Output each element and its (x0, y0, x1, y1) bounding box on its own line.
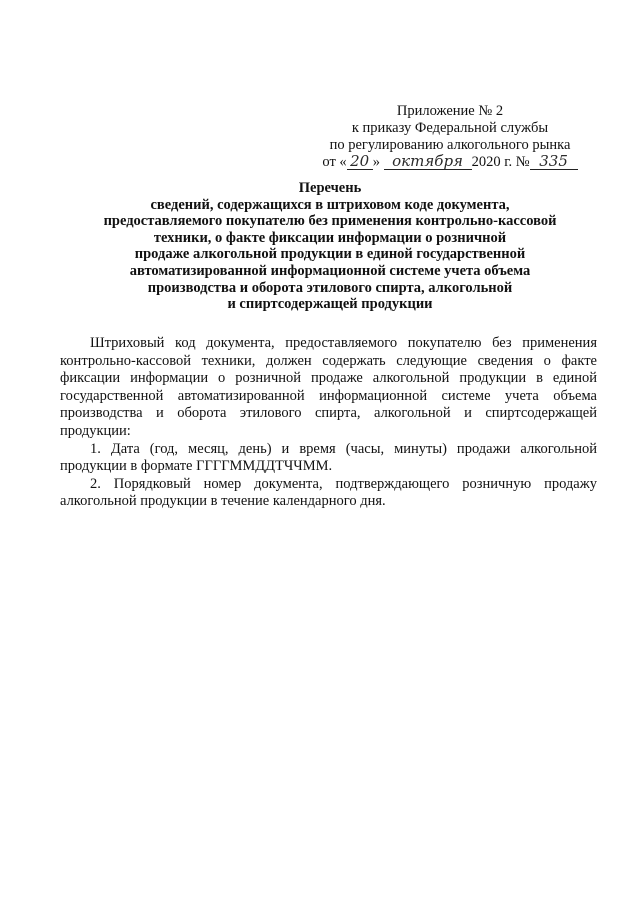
date-year: 2020 г. № (471, 154, 530, 170)
title-line-8: и спиртсодержащей продукции (227, 296, 433, 313)
list-item-2: 2. Порядковый номер документа, подтверждающего розничную продажу алкогольной продукции в течение календарного дня. (60, 475, 597, 510)
appendix-order-ref: к приказу Федеральной службы (351, 120, 549, 136)
title-line-1: Перечень (298, 180, 362, 196)
title-line-2: сведений, содержащихся в штриховом коде документа, (150, 196, 510, 213)
title-line-7: производства и оборота этилового спирта, алкогольной (147, 279, 513, 296)
appendix-date-line (300, 154, 600, 171)
appendix-service-name: по регулированию алкогольного рынка (329, 137, 571, 153)
date-mid: » (372, 154, 380, 170)
date-prefix: от « (322, 154, 347, 170)
handwritten-day: 20 (347, 154, 373, 170)
handwritten-month: октября (384, 154, 472, 170)
title-line-6: автоматизированной информационной системе учета объема (129, 262, 531, 279)
intro-paragraph: Штриховый код документа, предоставляемого покупателю без применения контрольно-кассовой техники, должен содержать следующие сведения о факте фиксации информации о розничной продаже алкогольной продукции в единой государственной автоматизированной информационной системе учета объема производства и оборота этилового спирта, алкогольной и спиртсодержащей продукции: (60, 335, 597, 439)
document-body (60, 335, 597, 511)
document-title (60, 180, 600, 313)
handwritten-order-number: 335 (530, 154, 578, 170)
appendix-header (300, 103, 600, 171)
title-line-4: техники, о факте фиксации информации о розничной (153, 229, 507, 246)
list-item-1: 1. Дата (год, месяц, день) и время (часы, минуты) продажи алкогольной продукции в формате ГГГГММДДТЧЧММ. (60, 440, 597, 475)
title-line-3: предоставляемого покупателю без применения контрольно-кассовой (103, 213, 557, 230)
appendix-number: Приложение № 2 (396, 103, 504, 119)
title-line-5: продаже алкогольной продукции в единой государственной (134, 246, 526, 263)
